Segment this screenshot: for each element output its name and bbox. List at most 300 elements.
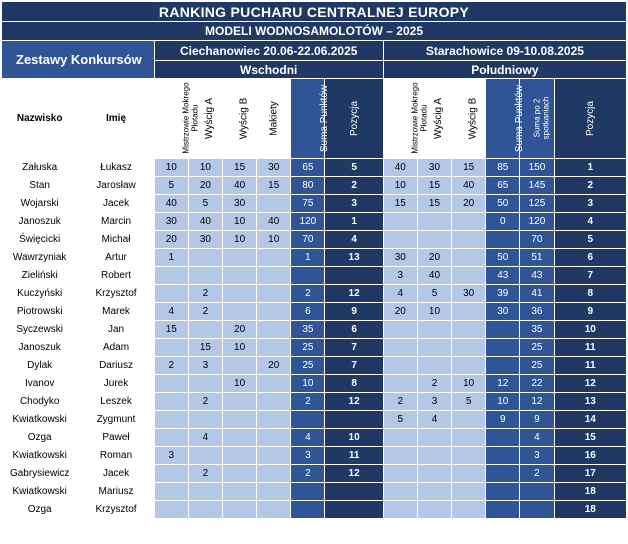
- cell-firstname: Dariusz: [78, 357, 154, 375]
- cell-e2-2: 10: [452, 375, 486, 393]
- cell-e2-5: 11: [554, 339, 626, 357]
- cell-e2-5: 8: [554, 285, 626, 303]
- cell-e1-3: [257, 411, 291, 429]
- cell-e1-0: 40: [154, 195, 188, 213]
- cell-firstname: Krzysztof: [78, 285, 154, 303]
- cell-e2-4: 36: [520, 303, 554, 321]
- table-row: [2, 267, 627, 285]
- cell-e2-5: 6: [554, 249, 626, 267]
- cell-firstname: Mariusz: [78, 483, 154, 501]
- cell-e2-1: 30: [417, 159, 451, 177]
- col-header-label: Pozycja: [584, 100, 596, 137]
- col-header-label: Wyścig B: [467, 97, 479, 140]
- cell-e2-1: 10: [417, 303, 451, 321]
- cell-e2-0: 4: [383, 285, 417, 303]
- cell-e1-4: [291, 411, 325, 429]
- cell-e1-1: [188, 501, 222, 519]
- cell-surname: Piotrowski: [2, 303, 78, 321]
- cell-e2-2: 5: [452, 393, 486, 411]
- cell-e1-0: [154, 285, 188, 303]
- cell-e2-5: 1: [554, 159, 626, 177]
- cell-e1-3: [257, 375, 291, 393]
- cell-e1-0: 15: [154, 321, 188, 339]
- cell-e2-4: 145: [520, 177, 554, 195]
- cell-e2-5: 12: [554, 375, 626, 393]
- cell-e2-0: 30: [383, 249, 417, 267]
- cell-e1-1: 2: [188, 465, 222, 483]
- cell-e1-2: [223, 483, 257, 501]
- cell-e1-4: 35: [291, 321, 325, 339]
- cell-e2-2: [452, 321, 486, 339]
- cell-e2-2: [452, 447, 486, 465]
- cell-e2-3: [486, 231, 520, 249]
- cell-e1-5: 11: [325, 447, 383, 465]
- cell-e1-4: 80: [291, 177, 325, 195]
- cell-e2-2: [452, 249, 486, 267]
- table-row: [2, 231, 627, 249]
- cell-e2-4: 70: [520, 231, 554, 249]
- cell-e2-0: [383, 213, 417, 231]
- table-row: [2, 375, 627, 393]
- table-row: [2, 447, 627, 465]
- event2-title: Starachowice 09-10.08.2025: [383, 41, 626, 61]
- table-row: [2, 285, 627, 303]
- cell-e2-3: 85: [486, 159, 520, 177]
- cell-e1-2: 15: [223, 159, 257, 177]
- cell-e2-3: [486, 465, 520, 483]
- cell-surname: Gabrysiewicz: [2, 465, 78, 483]
- col-e1-4: [291, 79, 331, 159]
- col-surname: Nazwisko: [2, 79, 78, 159]
- cell-e2-1: [417, 321, 451, 339]
- cell-surname: Kwiatkowski: [2, 483, 78, 501]
- cell-e1-3: [257, 285, 291, 303]
- cell-e1-5: 10: [325, 429, 383, 447]
- cell-e1-3: [257, 447, 291, 465]
- cell-e1-2: [223, 393, 257, 411]
- cell-e1-1: [188, 375, 222, 393]
- cell-e2-1: [417, 447, 451, 465]
- table-row: [2, 393, 627, 411]
- cell-e1-1: 5: [188, 195, 222, 213]
- col-e1-0: [154, 79, 200, 159]
- cell-e2-4: 9: [520, 411, 554, 429]
- cell-e2-3: [486, 447, 520, 465]
- cell-firstname: Jacek: [78, 195, 154, 213]
- cell-e1-1: [188, 411, 222, 429]
- cell-e2-3: 43: [486, 267, 520, 285]
- cell-e2-0: 20: [383, 303, 417, 321]
- cell-surname: Kwiatkowski: [2, 411, 78, 429]
- cell-e2-3: 12: [486, 375, 520, 393]
- cell-e2-0: 15: [383, 195, 417, 213]
- cell-surname: Syczewski: [2, 321, 78, 339]
- cell-e1-5: [325, 483, 383, 501]
- cell-e2-2: [452, 465, 486, 483]
- cell-e2-1: [417, 465, 451, 483]
- section-label: Zestawy Konkursów: [2, 41, 155, 79]
- cell-e1-1: 4: [188, 429, 222, 447]
- cell-e1-0: 1: [154, 249, 188, 267]
- cell-e2-0: [383, 375, 417, 393]
- cell-e2-2: 15: [452, 159, 486, 177]
- cell-e1-2: [223, 357, 257, 375]
- cell-firstname: Robert: [78, 267, 154, 285]
- cell-e2-4: 3: [520, 447, 554, 465]
- cell-e2-5: 10: [554, 321, 626, 339]
- cell-firstname: Jan: [78, 321, 154, 339]
- cell-e2-1: [417, 429, 451, 447]
- cell-e1-1: 40: [188, 213, 222, 231]
- cell-e2-3: [486, 429, 520, 447]
- table-row: [2, 339, 627, 357]
- cell-e1-3: [257, 267, 291, 285]
- cell-e1-2: 10: [223, 339, 257, 357]
- cell-e1-1: 20: [188, 177, 222, 195]
- cell-e1-1: 30: [188, 231, 222, 249]
- cell-surname: Ozga: [2, 501, 78, 519]
- cell-e2-1: 15: [417, 195, 451, 213]
- table-row: [2, 213, 627, 231]
- cell-e1-4: [291, 483, 325, 501]
- cell-surname: Święcicki: [2, 231, 78, 249]
- col-e2-2: [452, 79, 486, 159]
- cell-e1-4: 1: [291, 249, 325, 267]
- cell-e2-0: [383, 501, 417, 519]
- cell-surname: Dylak: [2, 357, 78, 375]
- cell-surname: Ozga: [2, 429, 78, 447]
- cell-e1-0: 20: [154, 231, 188, 249]
- cell-e1-3: 30: [257, 159, 291, 177]
- cell-e1-4: [291, 267, 325, 285]
- cell-e1-2: [223, 501, 257, 519]
- cell-e1-3: [257, 393, 291, 411]
- cell-e1-4: 4: [291, 429, 325, 447]
- cell-e1-0: 2: [154, 357, 188, 375]
- cell-e1-4: 2: [291, 465, 325, 483]
- col-e2-5: [554, 79, 626, 159]
- cell-e1-2: [223, 411, 257, 429]
- cell-e1-3: [257, 465, 291, 483]
- cell-e1-5: 2: [325, 177, 383, 195]
- cell-e2-4: 43: [520, 267, 554, 285]
- cell-e2-1: [417, 339, 451, 357]
- cell-e2-4: 51: [520, 249, 554, 267]
- cell-e2-1: 3: [417, 393, 451, 411]
- col-header-label: Suma Punktów: [514, 84, 526, 153]
- cell-e1-5: 5: [325, 159, 383, 177]
- col-header-label: Suma po 2 spotkaniach: [532, 96, 551, 140]
- cell-e2-3: [486, 483, 520, 501]
- cell-e2-3: 9: [486, 411, 520, 429]
- cell-firstname: Artur: [78, 249, 154, 267]
- cell-e1-1: [188, 483, 222, 501]
- cell-e2-4: 125: [520, 195, 554, 213]
- cell-e1-0: [154, 393, 188, 411]
- cell-e2-0: [383, 321, 417, 339]
- cell-e2-3: [486, 321, 520, 339]
- cell-e2-1: 2: [417, 375, 451, 393]
- cell-e2-3: 50: [486, 195, 520, 213]
- cell-e2-5: 7: [554, 267, 626, 285]
- cell-e1-4: 65: [291, 159, 325, 177]
- cell-e1-5: 12: [325, 393, 383, 411]
- cell-e1-0: [154, 501, 188, 519]
- cell-e1-2: [223, 249, 257, 267]
- cell-firstname: Łukasz: [78, 159, 154, 177]
- cell-e2-0: [383, 465, 417, 483]
- table-row: [2, 357, 627, 375]
- cell-e1-3: [257, 195, 291, 213]
- cell-e1-4: 75: [291, 195, 325, 213]
- cell-e2-2: 20: [452, 195, 486, 213]
- cell-surname: Janoszuk: [2, 339, 78, 357]
- cell-e1-0: [154, 483, 188, 501]
- col-e2-0: [383, 79, 429, 159]
- cell-e1-5: [325, 267, 383, 285]
- col-header-label: Suma Punktów: [319, 84, 331, 153]
- cell-e2-5: 9: [554, 303, 626, 321]
- col-header-label: Wyścig A: [203, 97, 215, 140]
- cell-e1-4: 2: [291, 285, 325, 303]
- cell-e1-5: [325, 501, 383, 519]
- cell-e2-0: [383, 429, 417, 447]
- cell-firstname: Roman: [78, 447, 154, 465]
- cell-surname: Ivanov: [2, 375, 78, 393]
- cell-e1-3: 20: [257, 357, 291, 375]
- cell-e1-4: [291, 501, 325, 519]
- cell-e2-4: 2: [520, 465, 554, 483]
- cell-firstname: Adam: [78, 339, 154, 357]
- cell-e1-1: 15: [188, 339, 222, 357]
- cell-e2-5: 4: [554, 213, 626, 231]
- page-title: RANKING PUCHARU CENTRALNEJ EUROPY: [2, 2, 627, 22]
- cell-e1-5: 8: [325, 375, 383, 393]
- cell-surname: Stan: [2, 177, 78, 195]
- cell-e2-2: [452, 339, 486, 357]
- cell-e1-5: 12: [325, 285, 383, 303]
- cell-e1-5: 7: [325, 339, 383, 357]
- cell-e1-3: [257, 483, 291, 501]
- cell-e1-4: 10: [291, 375, 325, 393]
- cell-e1-2: [223, 447, 257, 465]
- cell-firstname: Marek: [78, 303, 154, 321]
- cell-e1-0: [154, 339, 188, 357]
- cell-e1-3: 40: [257, 213, 291, 231]
- cell-e2-3: 0: [486, 213, 520, 231]
- cell-e2-0: 40: [383, 159, 417, 177]
- cell-firstname: Jarosław: [78, 177, 154, 195]
- cell-e2-4: 22: [520, 375, 554, 393]
- cell-e2-2: [452, 267, 486, 285]
- cell-e1-5: 12: [325, 465, 383, 483]
- cell-e1-4: 25: [291, 339, 325, 357]
- cell-e2-0: [383, 231, 417, 249]
- cell-e2-4: 150: [520, 159, 554, 177]
- cell-e2-5: 5: [554, 231, 626, 249]
- col-header-label: Wyścig B: [238, 97, 250, 140]
- cell-e1-4: 25: [291, 357, 325, 375]
- cell-e2-3: [486, 501, 520, 519]
- cell-e2-4: 25: [520, 357, 554, 375]
- cell-e2-4: 4: [520, 429, 554, 447]
- cell-surname: Wawrzyniak: [2, 249, 78, 267]
- cell-firstname: Marcin: [78, 213, 154, 231]
- cell-e2-4: [520, 483, 554, 501]
- table-row: [2, 411, 627, 429]
- cell-surname: Janoszuk: [2, 213, 78, 231]
- cell-e2-3: [486, 339, 520, 357]
- table-row: [2, 429, 627, 447]
- col-header-label: Makiety: [268, 101, 280, 136]
- cell-surname: Kwiatkowski: [2, 447, 78, 465]
- cell-e2-2: [452, 483, 486, 501]
- cell-e1-5: 4: [325, 231, 383, 249]
- cell-firstname: Michał: [78, 231, 154, 249]
- cell-e2-3: 10: [486, 393, 520, 411]
- cell-e2-2: [452, 411, 486, 429]
- cell-e2-0: 2: [383, 393, 417, 411]
- cell-firstname: Paweł: [78, 429, 154, 447]
- cell-e2-5: 16: [554, 447, 626, 465]
- cell-e1-0: [154, 375, 188, 393]
- cell-e1-0: [154, 267, 188, 285]
- cell-e2-5: 14: [554, 411, 626, 429]
- cell-e1-0: 10: [154, 159, 188, 177]
- cell-e2-2: [452, 501, 486, 519]
- cell-e2-5: 2: [554, 177, 626, 195]
- cell-e2-4: 12: [520, 393, 554, 411]
- cell-e2-5: 18: [554, 501, 626, 519]
- cell-e1-1: [188, 267, 222, 285]
- cell-e1-1: 2: [188, 285, 222, 303]
- cell-e2-0: [383, 357, 417, 375]
- cell-e2-5: 15: [554, 429, 626, 447]
- cell-e2-1: 15: [417, 177, 451, 195]
- cell-e2-0: [383, 339, 417, 357]
- page-subtitle: MODELI WODNOSAMOLOTÓW – 2025: [2, 22, 627, 41]
- col-header-label: Pozycja: [348, 100, 360, 137]
- cell-e1-5: 6: [325, 321, 383, 339]
- cell-e2-0: 10: [383, 177, 417, 195]
- cell-e1-2: [223, 285, 257, 303]
- cell-e2-2: [452, 357, 486, 375]
- cell-e1-4: 6: [291, 303, 325, 321]
- cell-e1-2: [223, 303, 257, 321]
- cell-e1-4: 3: [291, 447, 325, 465]
- cell-surname: Wojarski: [2, 195, 78, 213]
- cell-e1-2: 30: [223, 195, 257, 213]
- table-row: [2, 177, 627, 195]
- cell-e1-0: [154, 429, 188, 447]
- cell-e1-1: 2: [188, 303, 222, 321]
- cell-e1-1: [188, 447, 222, 465]
- cell-e1-3: [257, 501, 291, 519]
- cell-e1-3: [257, 429, 291, 447]
- cell-e2-5: 18: [554, 483, 626, 501]
- cell-e1-3: [257, 303, 291, 321]
- cell-e1-0: 3: [154, 447, 188, 465]
- cell-e2-3: 30: [486, 303, 520, 321]
- cell-e2-4: 120: [520, 213, 554, 231]
- cell-e1-5: 3: [325, 195, 383, 213]
- cell-e2-1: [417, 501, 451, 519]
- cell-e1-1: 10: [188, 159, 222, 177]
- cell-e1-2: 20: [223, 321, 257, 339]
- cell-e2-1: [417, 213, 451, 231]
- cell-e2-1: 5: [417, 285, 451, 303]
- cell-e2-1: 20: [417, 249, 451, 267]
- cell-e2-0: 3: [383, 267, 417, 285]
- cell-e1-3: 10: [257, 231, 291, 249]
- cell-e2-1: [417, 483, 451, 501]
- col-e1-3: [257, 79, 291, 159]
- cell-e2-2: 30: [452, 285, 486, 303]
- table-row: [2, 159, 627, 177]
- cell-firstname: Leszek: [78, 393, 154, 411]
- cell-e1-0: [154, 465, 188, 483]
- cell-e2-1: 4: [417, 411, 451, 429]
- cell-e2-4: 35: [520, 321, 554, 339]
- event1-region: Wschodni: [154, 61, 383, 79]
- cell-e1-5: 7: [325, 357, 383, 375]
- cell-e2-5: 13: [554, 393, 626, 411]
- cell-e2-2: [452, 429, 486, 447]
- cell-e2-2: [452, 303, 486, 321]
- cell-e1-0: 4: [154, 303, 188, 321]
- cell-e2-2: [452, 231, 486, 249]
- table-row: [2, 465, 627, 483]
- cell-e1-0: 30: [154, 213, 188, 231]
- cell-e1-5: 13: [325, 249, 383, 267]
- cell-e1-3: [257, 249, 291, 267]
- col-firstname: Imię: [78, 79, 154, 159]
- table-row: [2, 483, 627, 501]
- cell-e1-0: [154, 411, 188, 429]
- cell-e2-2: 40: [452, 177, 486, 195]
- cell-e2-0: [383, 447, 417, 465]
- cell-e2-5: 17: [554, 465, 626, 483]
- ranking-table: [1, 1, 627, 519]
- cell-e1-2: [223, 267, 257, 285]
- event2-region: Południowy: [383, 61, 626, 79]
- cell-e1-2: 40: [223, 177, 257, 195]
- cell-e1-1: [188, 321, 222, 339]
- cell-firstname: Jacek: [78, 465, 154, 483]
- cell-e2-4: 25: [520, 339, 554, 357]
- cell-e2-3: 50: [486, 249, 520, 267]
- cell-e1-5: 9: [325, 303, 383, 321]
- col-e1-5: [325, 79, 383, 159]
- table-row: [2, 303, 627, 321]
- col-header-label: Mistrzowie Mokrego Płotadu: [181, 82, 200, 154]
- cell-e2-1: [417, 231, 451, 249]
- cell-e2-2: [452, 213, 486, 231]
- cell-e2-4: [520, 501, 554, 519]
- cell-e1-1: 2: [188, 393, 222, 411]
- cell-e1-0: 5: [154, 177, 188, 195]
- cell-e1-2: [223, 465, 257, 483]
- cell-e2-0: 5: [383, 411, 417, 429]
- table-row: [2, 321, 627, 339]
- cell-e1-4: 70: [291, 231, 325, 249]
- cell-e2-1: [417, 357, 451, 375]
- col-header-label: Mistrzowie Mokrego Płotadu: [410, 82, 429, 154]
- cell-surname: Kuczyński: [2, 285, 78, 303]
- cell-e1-3: [257, 339, 291, 357]
- event1-title: Ciechanowiec 20.06-22.06.2025: [154, 41, 383, 61]
- cell-e1-4: 2: [291, 393, 325, 411]
